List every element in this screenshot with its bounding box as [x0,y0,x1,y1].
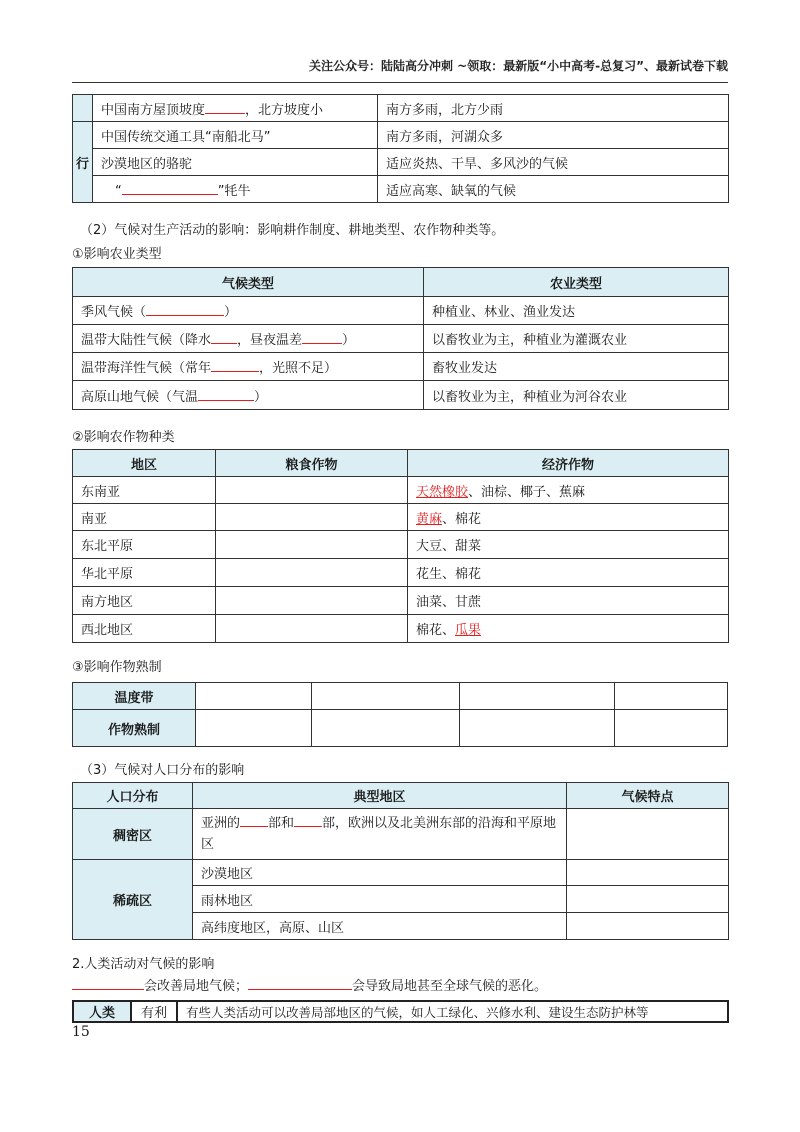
table-cell: “ ”牦牛 [93,176,378,203]
table-cell [615,683,728,710]
table-cell: 季风气候（ ） [73,297,424,325]
table-cell: 高原山地气候（气温 ） [73,381,424,410]
side-label: 行 [73,122,93,203]
table-crops [72,449,729,643]
table-cell [567,860,729,886]
table-header: 农业类型 [424,268,729,297]
table-header: 经济作物 [408,450,729,477]
subheading-ripening: ③影响作物熟制 [72,660,162,675]
fill-line: 会改善局地气候； 会导致局地甚至全球气候的恶化。 [72,975,547,994]
section-2-text: （2）气候对生产活动的影响：影响耕作制度、耕地类型、农作物种类等。 [80,223,505,238]
row-header: 作物熟制 [73,710,196,747]
table-cell [567,886,729,913]
table-cell: 南方地区 [73,587,216,615]
section-4-heading: 2.人类活动对气候的影响 [72,957,215,972]
table-header: 地区 [73,450,216,477]
table-cell: 以畜牧业为主，种植业为河谷农业 [424,381,729,410]
table-cell: 南亚 [73,504,216,531]
table-cell: 油菜、甘蔗 [408,587,729,615]
table-cell [312,683,460,710]
table-cell: 花生、棉花 [408,559,729,587]
table-cell: 沙漠地区的骆驼 [93,149,378,176]
page-number: 15 [72,1024,90,1040]
table-cell: 适应高寒、缺氧的气候 [378,176,729,203]
table-cell [460,710,615,747]
table-cell [216,559,408,587]
table-cell: 人类 [73,1001,131,1022]
table-cell [196,683,312,710]
table-cell: 南方多雨，河湖众多 [378,122,729,149]
table-ripen [72,682,728,747]
page-header: 关注公众号：陆陆高分冲刺 ~领取：最新版“小中高考-总复习”、最新试卷下载 [309,59,728,73]
table-cell: 南方多雨，北方少雨 [378,95,729,122]
table-cell: 温带大陆性气候（降水 ，昼夜温差 ） [73,325,424,353]
table-cell: 雨林地区 [193,886,567,913]
table-header: 气候类型 [73,268,424,297]
table-cell: 以畜牧业为主，种植业为灌溉农业 [424,325,729,353]
table-population [72,782,729,940]
table-header: 典型地区 [193,783,567,809]
table-cell: 中国南方屋顶坡度 ，北方坡度小 [93,95,378,122]
table-cell [216,531,408,559]
table-cell: 有利 [131,1001,177,1022]
row-header: 温度带 [73,683,196,710]
table-cell: 种植业、林业、渔业发达 [424,297,729,325]
table-cell: 东南亚 [73,477,216,504]
table-cell: 大豆、甜菜 [408,531,729,559]
subheading-crop-types: ②影响农作物种类 [72,430,175,445]
table-cell: 天然橡胶、油棕、椰子、蕉麻 [408,477,729,504]
table-header: 人口分布 [73,783,193,809]
subheading-agri-type: ①影响农业类型 [72,247,162,262]
table-header: 粮食作物 [216,450,408,477]
table-cell: 中国传统交通工具“南船北马” [93,122,378,149]
table-cell [216,615,408,643]
dense-label: 稠密区 [73,809,193,860]
section-3-text: （3）气候对人口分布的影响 [80,763,245,778]
table-cell: 东北平原 [73,531,216,559]
table-xing [72,94,729,203]
table-cell [196,710,312,747]
table-cell [567,809,729,860]
table-cell: 棉花、瓜果 [408,615,729,643]
table-cell: 沙漠地区 [193,860,567,886]
table-cell [567,913,729,940]
table-cell: 适应炎热、干旱、多风沙的气候 [378,149,729,176]
table-cell: 西北地区 [73,615,216,643]
header-rule [72,82,728,83]
table-cell [312,710,460,747]
table-cell [216,477,408,504]
table-header: 气候特点 [567,783,729,809]
side-cell [73,95,93,122]
table-cell: 高纬度地区，高原、山区 [193,913,567,940]
table-cell: 华北平原 [73,559,216,587]
sparse-label: 稀疏区 [73,860,193,940]
table-cell: 亚洲的 部和 部，欧洲以及北美洲东部的沿海和平原地区 [193,809,567,860]
table-cell [460,683,615,710]
table-cell: 畜牧业发达 [424,353,729,381]
table-cell: 有些人类活动可以改善局部地区的气候，如人工绿化、兴修水利、建设生态防护林等 [177,1001,728,1022]
table-agri [72,267,729,410]
table-bottom [72,1000,729,1023]
table-cell [216,504,408,531]
table-cell: 温带海洋性气候（常年 ，光照不足） [73,353,424,381]
table-cell: 黄麻、棉花 [408,504,729,531]
table-cell [615,710,728,747]
table-cell [216,587,408,615]
